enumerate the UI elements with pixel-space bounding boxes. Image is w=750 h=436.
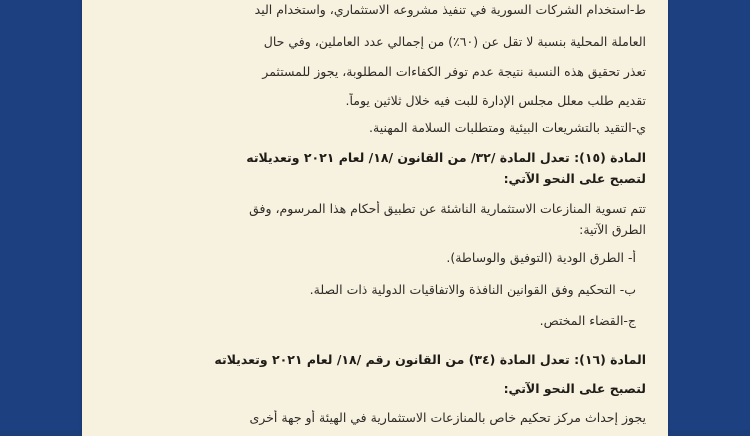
- article-15-item-a: أ- الطرق الودية (التوفيق والوساطة).: [446, 250, 636, 265]
- item-ya: ي-التقيد بالتشريعات البيئية ومتطلبات السلامة المهنية.: [369, 120, 646, 135]
- item-ta-line-3: تعذر تحقيق هذه النسبة نتيجة عدم توفر الكفاءات المطلوبة، يجوز للمستثمر: [262, 64, 646, 79]
- item-ta-line-1: ط-استخدام الشركات السورية في تنفيذ مشروعه الاستثماري، واستخدام اليد: [254, 2, 646, 17]
- article-15-item-b: ب- التحكيم وفق القوانين النافذة والاتفاقيات الدولية ذات الصلة.: [309, 282, 636, 297]
- article-15-intro-line-2: الطرق الآتية:: [579, 222, 646, 237]
- article-15-intro-line-1: تتم تسوية المنازعات الاستثمارية الناشئة عن تطبيق أحكام هذا المرسوم، وفق: [249, 201, 646, 216]
- article-16-heading-line-2: لتصبح على النحو الآتي:: [503, 381, 646, 396]
- article-15-item-c: ج-القضاء المختص.: [539, 313, 636, 328]
- article-16-body-line-1: يجوز إحداث مركز تحكيم خاص بالمنازعات الاستثمارية في الهيئة أو جهة أخرى: [249, 410, 646, 425]
- article-15-heading-line-1: المادة (١٥): تعدل المادة /٣٢/ من القانون /١٨/ لعام ٢٠٢١ وتعديلاته: [246, 150, 646, 165]
- item-ta-line-4: تقديم طلب معلل مجلس الإدارة للبت فيه خلال ثلاثين يوماً.: [345, 93, 646, 108]
- article-16-heading-line-1: المادة (١٦): تعدل المادة (٣٤) من القانون رقم /١٨/ لعام ٢٠٢١ وتعديلاته: [214, 352, 646, 367]
- article-15-heading-line-2: لتصبح على النحو الآتي:: [503, 171, 646, 186]
- item-ta-line-2: العاملة المحلية بنسبة لا تقل عن (٦٠٪) من إجمالي عدد العاملين، وفي حال: [263, 34, 646, 49]
- document-page: [82, 0, 668, 436]
